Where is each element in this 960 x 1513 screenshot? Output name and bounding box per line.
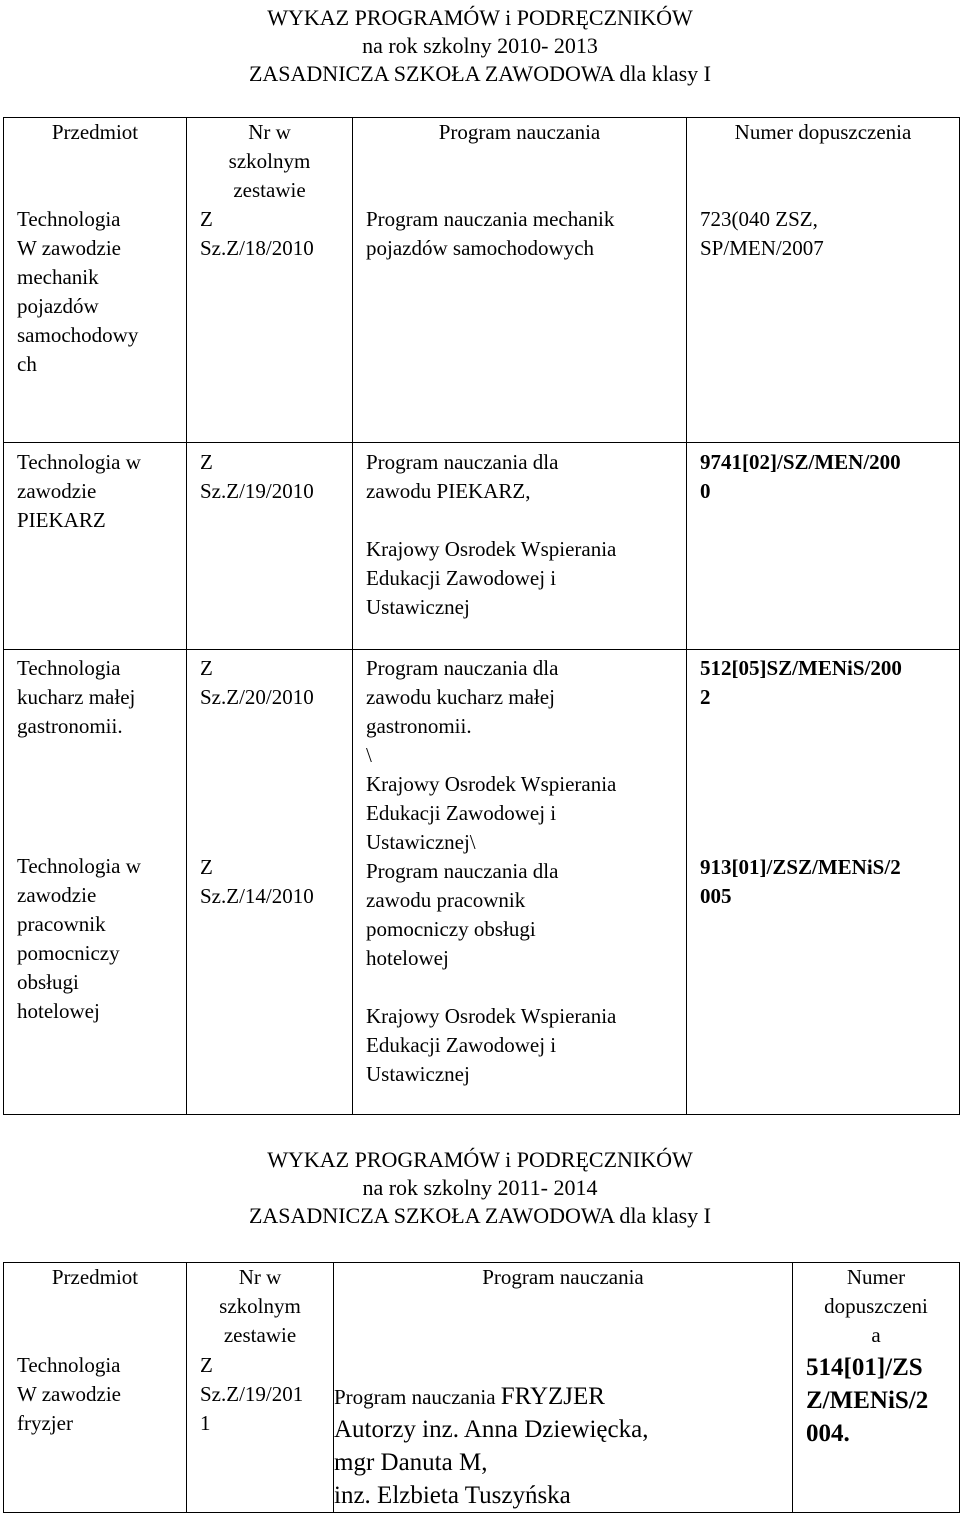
row2-approval: 9741[02]/SZ/MEN/200 0 — [687, 442, 960, 649]
row1-approval: 723(040 ZSZ, SP/MEN/2007 — [687, 205, 960, 442]
section1-heading-line2: na rok szkolny 2010- 2013 — [362, 33, 598, 58]
header2-number: Nr w szkolnym zestawie — [187, 1263, 334, 1351]
section2-heading-line3: ZASADNICZA SZKOŁA ZAWODOWA dla klasy I — [248, 1203, 712, 1228]
section1-header-row — [4, 118, 960, 206]
section2-header-row — [4, 1263, 960, 1351]
row2-program: Program nauczania dla zawodu PIEKARZ, Krajowy Osrodek Wspierania Edukacji Zawodowej i Ustawicznej — [353, 442, 687, 649]
section2-table — [3, 1262, 960, 1513]
header2-approval: Numer dopuszczeni a — [793, 1263, 960, 1351]
row5-approval: 514[01]/ZS Z/MENiS/2 004. — [793, 1351, 960, 1513]
header2-subject: Przedmiot — [4, 1263, 187, 1351]
row3-program: Program nauczania dla zawodu kucharz małej gastronomii. \ Krajowy Osrodek Wspierania Edukacji Zawodowej i Ustawicznej\ Program nauczania dla zawodu pracownik pomocniczy obsługi hotelowej Krajowy Osrodek Wspierania Edukacji Zawodowej i Ustawicznej — [353, 649, 687, 1114]
row2-number: Z Sz.Z/19/2010 — [187, 442, 353, 649]
table-row — [4, 442, 960, 649]
header-subject: Przedmiot — [4, 118, 187, 206]
row5-subject: Technologia W zawodzie fryzjer — [4, 1351, 187, 1513]
section1-heading-line1: WYKAZ PROGRAMÓW i PODRĘCZNIKÓW — [267, 5, 693, 30]
row5-program — [334, 1351, 793, 1513]
table-row — [4, 1351, 960, 1513]
row1-subject: Technologia W zawodzie mechanik pojazdów samochodowy ch — [4, 205, 187, 442]
section2-heading-line2: na rok szkolny 2011- 2014 — [362, 1175, 598, 1200]
table-row — [4, 205, 960, 442]
program-prefix: Program nauczania — [334, 1384, 501, 1409]
row5-number: Z Sz.Z/19/201 1 — [187, 1351, 334, 1513]
header-program: Program nauczania — [353, 118, 687, 206]
program-authors: Autorzy inz. Anna Dziewięcka, mgr Danuta M, inz. Elzbieta Tuszyńska — [334, 1415, 649, 1509]
header-approval: Numer dopuszczenia — [687, 118, 960, 206]
row1-number: Z Sz.Z/18/2010 — [187, 205, 353, 442]
table-row — [4, 649, 960, 1114]
header2-program: Program nauczania — [334, 1263, 793, 1351]
section2-heading — [0, 1146, 960, 1230]
header-number: Nr w szkolnym zestawie — [187, 118, 353, 206]
section1-heading-line3: ZASADNICZA SZKOŁA ZAWODOWA dla klasy I — [248, 61, 712, 86]
row3-number: Z Sz.Z/20/2010 Z Sz.Z/14/2010 — [187, 649, 353, 1114]
row3-subject: Technologia kucharz małej gastronomii. Technologia w zawodzie pracownik pomocniczy obsługi hotelowej — [4, 649, 187, 1114]
row2-subject: Technologia w zawodzie PIEKARZ — [4, 442, 187, 649]
section1-table — [3, 117, 960, 1115]
row1-program: Program nauczania mechanik pojazdów samochodowych — [353, 205, 687, 442]
section2-heading-line1: WYKAZ PROGRAMÓW i PODRĘCZNIKÓW — [267, 1147, 693, 1172]
program-title: FRYZJER — [500, 1382, 605, 1410]
row3-approval: 512[05]SZ/MENiS/200 2 913[01]/ZSZ/MENiS/2 005 — [687, 649, 960, 1114]
section1-heading — [0, 4, 960, 88]
